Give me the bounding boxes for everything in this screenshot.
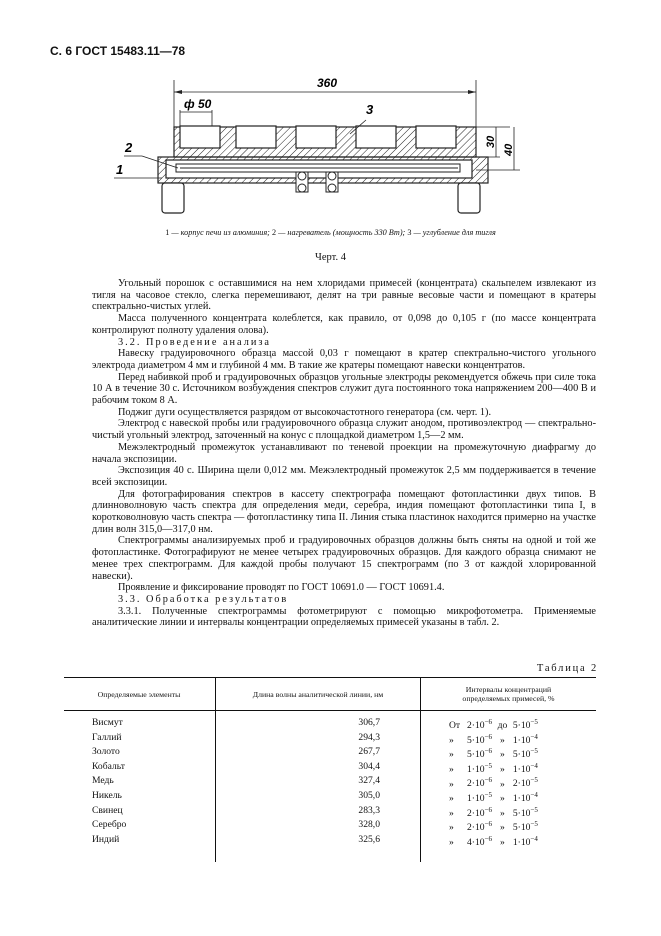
cell-interval: [421, 834, 597, 863]
cell-wavelength: 328,0: [216, 819, 421, 834]
paragraph: Для фотографирования спектров в кассету спектрографа помещают фотопластинки двух типов. В длинноволновую часть спектра для определения меди, серебра, индия помещают фотопластинки типа I, в коротковолновую часть спектра — фотопластинку типа II. Линия стыка пластинок находится примерно на участке длин волн 315,0—317,0 нм.: [92, 488, 596, 535]
interval-word: до: [497, 720, 508, 732]
interval-prefix: »: [449, 749, 454, 761]
cell-element: Кобальт: [92, 760, 125, 772]
interval-to: 5·10: [512, 822, 531, 834]
table-header-row: [64, 678, 596, 711]
interval-word: »: [500, 749, 505, 761]
table-row: [64, 819, 596, 834]
cell-element: Свинец: [92, 804, 123, 816]
table-row: [64, 711, 596, 732]
cell-interval: [421, 790, 597, 805]
cell-interval: [421, 761, 597, 776]
interval-prefix: »: [449, 807, 454, 819]
interval-prefix: »: [449, 822, 454, 834]
cell-interval: [421, 805, 597, 820]
cell-wavelength: 305,0: [216, 790, 421, 805]
cell-element: Галлий: [92, 731, 122, 743]
interval-from-exp: −6: [484, 732, 493, 741]
legend-num-2: 2: [271, 228, 277, 237]
interval-to-exp: −4: [530, 834, 538, 843]
paragraph: Межэлектродный промежуток устанавливают по теневой проекции на промежуточную диафрагму до начала экспозиции.: [92, 441, 596, 465]
interval-to: 1·10: [512, 793, 531, 805]
cell-element: Индий: [92, 833, 120, 845]
page-header: С. 6 ГОСТ 15483.11—78: [50, 44, 186, 58]
table-row: [64, 834, 596, 863]
interval-to-exp: −5: [530, 747, 538, 756]
cell-element: Медь: [92, 775, 114, 787]
interval-to: 5·10: [512, 807, 531, 819]
interval-to-exp: −4: [530, 732, 538, 741]
interval-word: »: [500, 763, 505, 775]
paragraph: Экспозиция 40 с. Ширина щели 0,012 мм. Межэлектродный промежуток 2,5 мм поддерживается в течение всей экспозиции.: [92, 465, 596, 488]
interval-from: 4·10: [467, 836, 485, 848]
dimension-360: [174, 76, 476, 127]
cell-wavelength: 327,4: [216, 775, 421, 790]
interval-to-exp: −4: [530, 790, 538, 799]
interval-prefix: От: [449, 720, 461, 732]
cell-interval: [421, 746, 597, 761]
paragraph: Перед набивкой проб и градуировочных образцов угольные электроды рекомендуется обжечь при силе тока 10 А в течение 30 с. Источником возбуждения спектров служит дуга постоянного тока напряжением 200—400 В и рабочим током 8 А.: [92, 371, 596, 407]
cell-element: Золото: [92, 746, 120, 758]
interval-to-exp: −4: [530, 761, 538, 770]
interval-prefix: »: [449, 763, 454, 775]
dim-diameter-label: ф 50: [184, 97, 212, 111]
interval-to-exp: −5: [530, 718, 538, 726]
interval-prefix: »: [449, 734, 454, 746]
callout-2: 2: [125, 140, 133, 155]
cell-wavelength: 283,3: [216, 805, 421, 820]
callout-1: 1: [116, 162, 124, 177]
legend-text-3: — углубление для тигля: [411, 228, 496, 237]
interval-from: 5·10: [467, 749, 485, 761]
interval-word: »: [500, 734, 505, 746]
interval-to: 5·10: [512, 720, 531, 732]
interval-from: 2·10: [467, 807, 485, 819]
furnace-drawing: [112, 72, 532, 228]
paragraph: Масса полученного концентрата колеблется, как правило, от 0,098 до 0,105 г (по массе концентрата контролируют полноту удаления олова).: [92, 313, 596, 336]
table-row: [64, 732, 596, 747]
table-row: [64, 761, 596, 776]
interval-from: 5·10: [467, 734, 485, 746]
interval-word: »: [500, 807, 505, 819]
paragraph: Электрод с навеской пробы или градуировочного образца служит анодом, противоэлектрод — спектрально-чистый угольный электрод, заточенный на конус с площадкой диаметром 1,5—2 мм.: [92, 418, 596, 442]
paragraph: Поджиг дуги осуществляется разрядом от высокочастотного генератора (см. черт. 1).: [118, 406, 492, 418]
interval-to: 1·10: [512, 763, 531, 775]
legend-num-1: 1: [165, 228, 170, 237]
cell-interval: [421, 775, 597, 790]
interval-from-exp: −6: [484, 776, 493, 785]
interval-from-exp: −6: [484, 747, 493, 756]
interval-word: »: [500, 778, 505, 790]
section-heading: 3.3. Обработка результатов: [118, 593, 289, 605]
cell-wavelength: 267,7: [216, 746, 421, 761]
interval-from: 2·10: [467, 822, 485, 834]
dim-h1-label: 30: [485, 135, 497, 148]
paragraph: Спектрограммы анализируемых проб и градуировочных образцов должны быть сняты на одной и той же фотопластинке. Фотографируют не менее четырех градуировочных образцов. Для каждого образца снимают не менее трех спектрограмм. Для каждой пробы получают 15 спектрограмм (по 3 от каждой хлорированной навески).: [92, 535, 596, 582]
interval-from-exp: −5: [484, 761, 493, 770]
interval-word: »: [500, 836, 505, 848]
interval-word: »: [500, 793, 505, 805]
interval-to: 1·10: [512, 836, 531, 848]
cell-wavelength: 306,7: [216, 711, 421, 732]
interval-from-exp: −6: [484, 834, 493, 843]
paragraph: 3.3.1. Полученные спектрограммы фотометрируют с помощью микрофотометра. Применяемые аналитические линии и интервалы концентрации определяемых примесей указаны в табл. 2.: [92, 605, 596, 629]
interval-to-exp: −5: [530, 776, 538, 785]
table-header-elements: Определяемые элементы: [64, 678, 216, 711]
legend-text-1: — корпус печи из алюминия;: [169, 228, 272, 237]
cell-wavelength: 294,3: [216, 732, 421, 747]
cell-wavelength: 304,4: [216, 761, 421, 776]
interval-prefix: »: [449, 836, 454, 848]
legend-text-2: — нагреватель (мощность 330 Вт);: [276, 228, 408, 237]
interval-prefix: »: [449, 793, 454, 805]
table-header-wavelength: Длина волны аналитической линии, нм: [216, 678, 421, 711]
interval-from: 1·10: [467, 793, 485, 805]
paragraph: Угольный порошок с оставшимися на нем хлоридами примесей (концентрата) скальпелем извлекают из тигля на часовое стекло, слегка перемешивают, делят на три равные весовые части и помещают в кратеры спектрально-чистых углей.: [92, 278, 596, 313]
interval-to: 1·10: [512, 734, 531, 746]
interval-from: 1·10: [467, 763, 485, 775]
interval-from: 2·10: [467, 778, 485, 790]
figure-legend: [0, 228, 661, 237]
dim-h2-label: 40: [503, 143, 515, 156]
cell-interval: [421, 732, 597, 747]
cell-element: Висмут: [92, 717, 123, 728]
callout-3: 3: [366, 102, 374, 117]
interval-from: 2·10: [467, 720, 485, 732]
body-text: [92, 278, 596, 629]
interval-from-exp: −6: [484, 718, 493, 726]
cell-interval: [421, 711, 597, 732]
cell-element: Серебро: [92, 819, 127, 831]
table-2: [64, 677, 596, 862]
dimension-diameter: [180, 97, 212, 127]
figure-caption: Черт. 4: [315, 252, 346, 263]
section-heading: 3.2. Проведение анализа: [118, 336, 271, 348]
interval-from-exp: −6: [484, 805, 493, 814]
interval-to: 2·10: [512, 778, 531, 790]
table-header-intervals: Интервалы концентраций определяемых примесей, %: [421, 678, 597, 711]
table-row: [64, 790, 596, 805]
interval-prefix: »: [449, 778, 454, 790]
interval-to-exp: −5: [530, 820, 538, 829]
interval-from-exp: −6: [484, 820, 493, 829]
cell-interval: [421, 819, 597, 834]
dim-total-label: 360: [317, 76, 338, 90]
interval-to-exp: −5: [530, 805, 538, 814]
legend-num-3: 3: [407, 228, 412, 237]
interval-word: »: [500, 822, 505, 834]
table-row: [64, 775, 596, 790]
table-row: [64, 805, 596, 820]
cell-element: Никель: [92, 789, 122, 801]
paragraph: Проявление и фиксирование проводят по ГОСТ 10691.0 — ГОСТ 10691.4.: [118, 582, 445, 594]
interval-to: 5·10: [512, 749, 531, 761]
cell-wavelength: 325,6: [216, 834, 421, 863]
table-row: [64, 746, 596, 761]
interval-from-exp: −5: [484, 790, 493, 799]
paragraph: Навеску градуировочного образца массой 0,03 г помещают в кратер спектрально-чистого угольного электрода диаметром 4 мм и глубиной 4 мм. В такие же кратеры помещают навески концентратов.: [92, 348, 596, 371]
table-label: Таблица 2: [536, 663, 598, 674]
